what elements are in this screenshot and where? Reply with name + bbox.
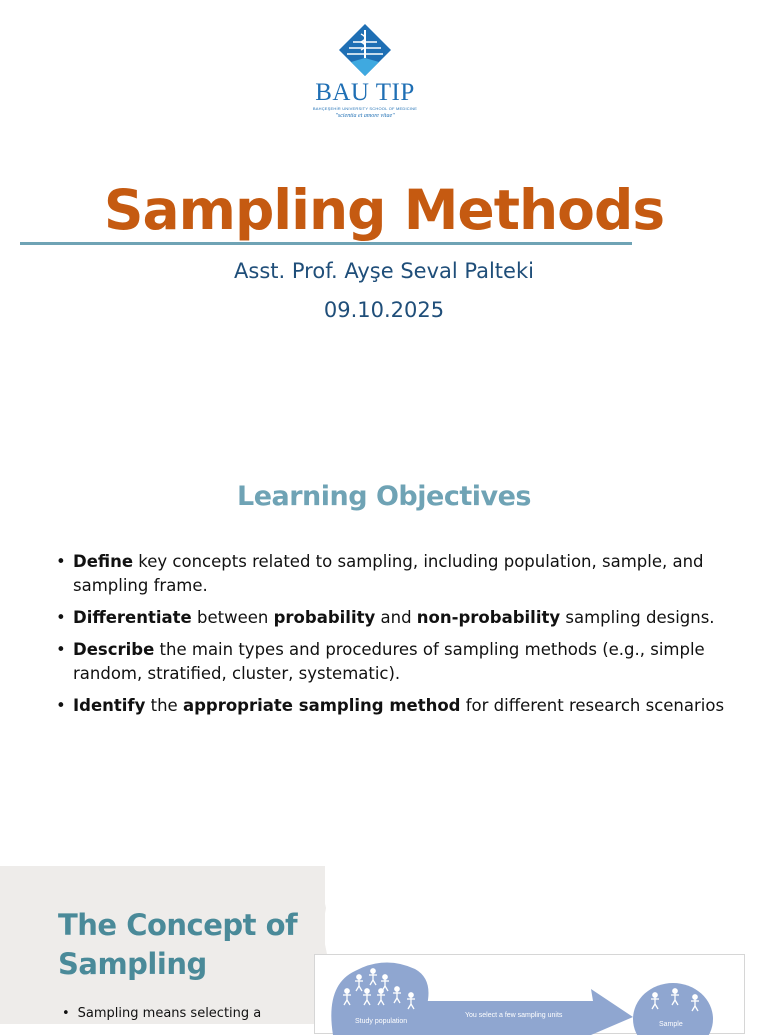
objective-text: the — [145, 696, 183, 715]
objective-text: key concepts related to sampling, including population, sample, and sampling frame. — [73, 552, 704, 595]
bullet-icon: • — [56, 552, 66, 571]
objective-text: for different research scenarios — [460, 696, 725, 715]
title-divider — [20, 242, 632, 245]
logo-name: BAU TIP — [315, 79, 415, 106]
concept-title: The Concept of Sampling — [58, 908, 298, 981]
presentation-title: Sampling Methods — [103, 178, 665, 242]
objective-lead: Describe — [73, 640, 155, 659]
sample-label: Sample — [659, 1021, 683, 1028]
objective-item-identify — [56, 694, 736, 718]
bullet-icon: • — [56, 696, 66, 715]
population-label: Study population — [355, 1018, 408, 1025]
objective-item-differentiate — [56, 606, 736, 630]
bau-tip-logo — [300, 22, 430, 120]
objective-emphasis: appropriate sampling method — [182, 696, 461, 715]
objective-item-define — [56, 550, 736, 598]
objectives-list — [56, 550, 736, 726]
objective-emphasis: probability — [273, 608, 376, 627]
objective-text: between — [191, 608, 274, 627]
logo-subtitle: BAHÇEŞEHİR UNIVERSITY SCHOOL OF MEDICINE — [312, 106, 418, 111]
concept-bullet-text: Sampling means selecting a — [77, 1006, 262, 1021]
objective-lead: Differentiate — [73, 608, 192, 627]
logo-motto: "scientia et amore vitae" — [335, 113, 395, 119]
author-name: Asst. Prof. Ayşe Seval Palteki — [234, 259, 534, 283]
objective-item-describe — [56, 638, 736, 686]
arrow-label: You select a few sampling units — [465, 1012, 563, 1019]
objective-lead: Define — [73, 552, 134, 571]
bullet-icon: • — [56, 640, 66, 659]
shield-emblem-icon — [335, 22, 395, 78]
bullet-icon: • — [62, 1006, 70, 1021]
objective-text: and — [375, 608, 417, 627]
objective-lead: Identify — [73, 696, 146, 715]
title-slide — [0, 0, 768, 440]
objectives-title: Learning Objectives — [237, 481, 531, 512]
bullet-icon: • — [56, 608, 66, 627]
sampling-diagram — [314, 954, 745, 1034]
concept-bullet-item — [62, 1005, 312, 1023]
presentation-date: 09.10.2025 — [323, 298, 445, 322]
objective-text: the main types and procedures of sampling methods (e.g., simple random, stratified, cluster, systematic). — [73, 640, 705, 683]
objective-text: sampling designs. — [560, 608, 715, 627]
objective-emphasis: non-probability — [416, 608, 561, 627]
